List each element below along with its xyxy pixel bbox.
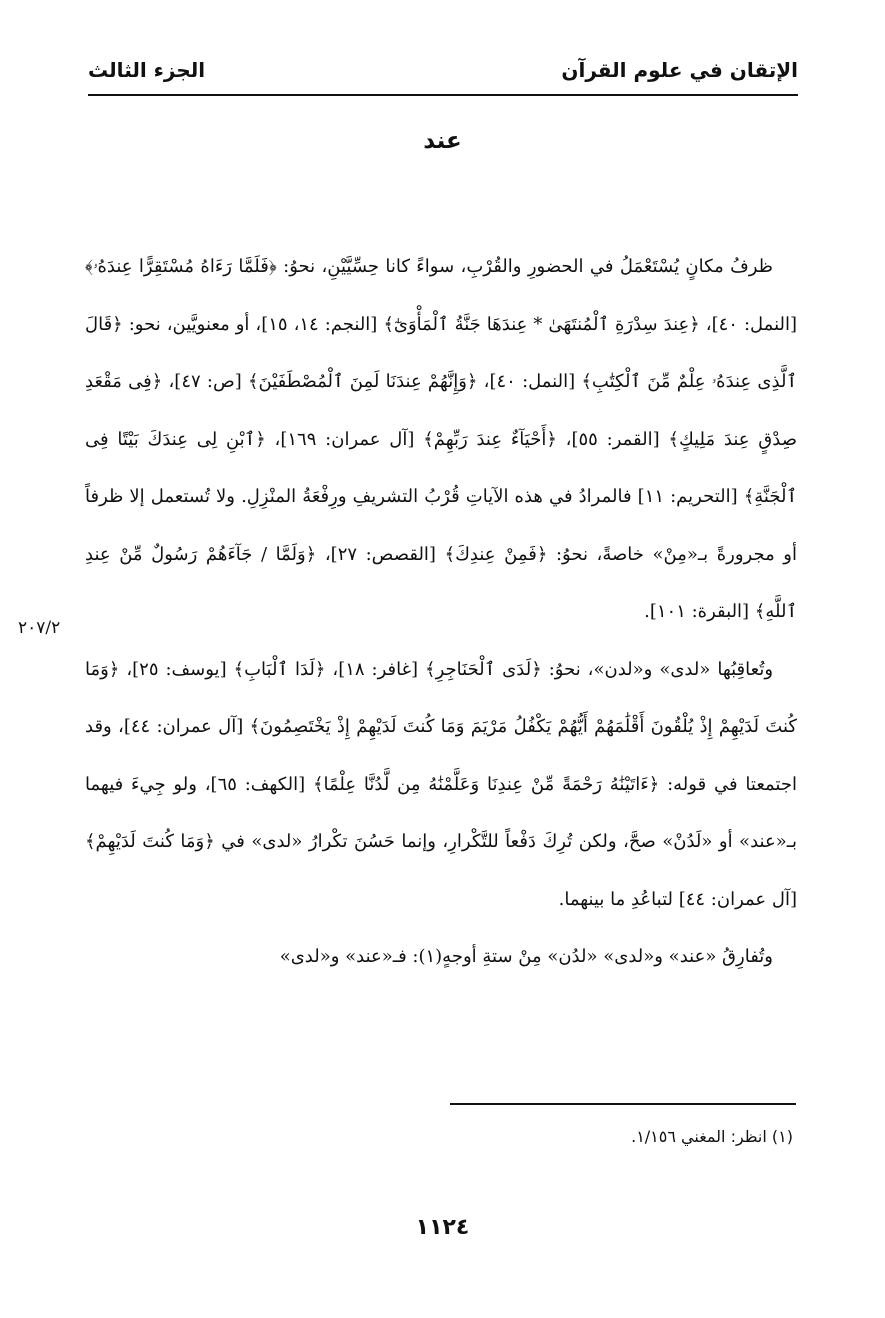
- paragraph-text: وتُفارِقُ «عند» و«لدى» «لدُن» مِنْ ستةِ أوجهٍ(١): فـ«عند» و«لدى»: [279, 946, 773, 967]
- footnote-rule: [450, 1103, 796, 1105]
- page-number: ١١٢٤: [415, 1215, 470, 1240]
- main-text: [85, 238, 797, 986]
- part-label: الجزء الثالث: [88, 58, 206, 82]
- running-header: [88, 52, 798, 96]
- paragraph: [85, 238, 797, 641]
- footnote: (١) انظر: المغني ١/١٥٦.: [631, 1127, 793, 1146]
- paragraph: [85, 928, 797, 986]
- paragraph: [85, 641, 797, 929]
- header-rule: [88, 94, 798, 96]
- book-title: الإتقان في علوم القرآن: [561, 58, 798, 82]
- section-title: عند: [423, 128, 462, 154]
- paragraph-text: وتُعاقِبُها «لدى» و«لدن»، نحوُ: ﴿لَدَى ٱلْحَنَاجِرِ﴾ [غافر: ١٨]، ﴿لَدَا ٱلْبَابِ﴾ [يوسف: ٢٥]، ﴿وَمَا كُنتَ لَدَيْهِمْ إِذْ يُلْقُونَ أَقْلَٰمَهُمْ أَيُّهُمْ يَكْفُلُ مَرْيَمَ وَمَا كُنتَ لَدَيْهِمْ إِذْ يَخْتَصِمُونَ﴾ [آل عمران: ٤٤]، وقد اجتمعتا في قوله: ﴿ءَاتَيْنَٰهُ رَحْمَةً مِّنْ عِندِنَا وَعَلَّمْنَٰهُ مِن لَّدُنَّا عِلْمًا﴾ [الكهف: ٦٥]، ولو جِيءَ فيهما بـ«عند» أو «لَدُنْ» صحَّ، ولكن تُرِكَ دَفْعاً للتَّكْرارِ، وإنما حَسُنَ تكْرارُ «لدى» في ﴿وَمَا كُنتَ لَدَيْهِمْ﴾ [آل عمران: ٤٤] لتباعُدِ ما بينهما.: [85, 658, 797, 910]
- margin-reference: ٢٠٧/٢: [18, 618, 61, 638]
- paragraph-text: ظرفُ مكانٍ يُسْتَعْمَلُ في الحضورِ والقُرْبِ، سواءً كانا حِسِّيَّيْنِ، نحوُ: ﴿فَلَمَّا رَءَاهُ مُسْتَقِرًّا عِندَهُۥ﴾ [النمل: ٤٠]، ﴿عِندَ سِدْرَةِ ٱلْمُنتَهَىٰ * عِندَهَا جَنَّةُ ٱلْمَأْوَىٰٓ﴾ [النجم: ١٤، ١٥]، أو معنويَّين، نحو: ﴿قَالَ ٱلَّذِى عِندَهُۥ عِلْمٌ مِّنَ ٱلْكِتَٰبِ﴾ [النمل: ٤٠]، ﴿وَإِنَّهُمْ عِندَنَا لَمِنَ ٱلْمُصْطَفَيْنَ﴾ [ص: ٤٧]، ﴿فِى مَقْعَدِ صِدْقٍ عِندَ مَلِيكٍ﴾ [القمر: ٥٥]، ﴿أَحْيَآءٌ عِندَ رَبِّهِمْ﴾ [آل عمران: ١٦٩]، ﴿ٱبْنِ لِى عِندَكَ بَيْتًا فِى ٱلْجَنَّةِ﴾ [التحريم: ١١] فالمرادُ في هذه الآياتِ قُرْبُ التشريفِ ورِفْعَةُ المنْزِلِ. ولا تُستعمل إلا ظرفاً أو مجرورةً بـ«مِنْ» خاصةً، نحوُ: ﴿فَمِنْ عِندِكَ﴾ [القصص: ٢٧]، ﴿وَلَمَّا / جَآءَهُمْ رَسُولٌ مِّنْ عِندِ ٱللَّهِ﴾ [البقرة: ١٠١].: [85, 256, 798, 622]
